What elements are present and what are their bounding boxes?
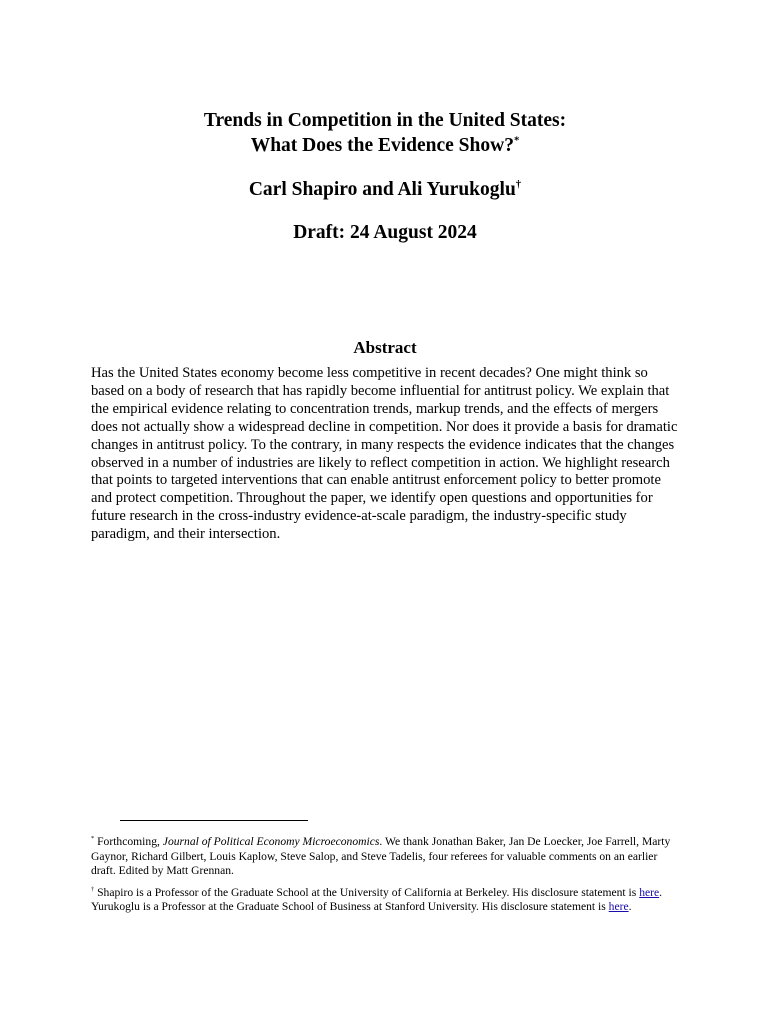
draft-date: Draft: 24 August 2024 bbox=[293, 222, 477, 243]
abstract-heading: Abstract bbox=[353, 338, 417, 357]
footnote-1 bbox=[91, 835, 681, 879]
title-footnote-mark: * bbox=[513, 134, 520, 147]
footnote-1-post: . We thank Jonathan Baker, Jan De Loecker, Joe Farrell, Marty Gaynor, Richard Gilbert, Louis Kaplow, Steve Salop, and Steve Tadelis, four referees for valuable comments on an earlier draft. Edited by Matt Grennan. bbox=[91, 835, 671, 878]
footnote-1-journal: Journal of Political Economy Microeconomics bbox=[162, 835, 380, 848]
title-line-1: Trends in Competition in the United States: bbox=[203, 110, 567, 131]
title-block bbox=[0, 108, 770, 244]
abstract-body: Has the United States economy become less competitive in recent decades? One might think so based on a body of research that has rapidly become influential for antitrust policy. We explain that the empirical evidence relating to concentration trends, markup trends, and the effects of mergers does not actually show a widespread decline in competition. Nor does it provide a basis for dramatic changes in antitrust policy. To the contrary, in many respects the evidence indicates that the changes observed in a number of industries are likely to reflect competition in action. We highlight research that points to targeted interventions that can enable antitrust enforcement policy to better promote and protect competition. Throughout the paper, we identify open questions and opportunities for future research in the cross-industry evidence-at-scale paradigm, the industry-specific study paradigm, and their intersection. bbox=[91, 365, 678, 543]
footnote-2-mark: † bbox=[91, 885, 95, 893]
title-line-2-text: What Does the Evidence Show? bbox=[250, 135, 514, 156]
footnotes bbox=[91, 835, 681, 922]
author-names: Carl Shapiro and Ali Yurukoglu bbox=[248, 179, 516, 200]
footnote-2-part2: . Yurukoglu is a Professor at the Graduate School of Business at Stanford University. His disclosure statement is bbox=[91, 885, 663, 914]
paper-title bbox=[0, 108, 770, 158]
yurukoglu-disclosure-link[interactable]: here bbox=[608, 900, 629, 914]
footnote-1-pre: Forthcoming, bbox=[94, 835, 163, 848]
footnote-rule bbox=[120, 820, 308, 821]
footnote-2 bbox=[91, 886, 681, 915]
footnote-2-part1: Shapiro is a Professor of the Graduate School at the University of California at Berkeley. His disclosure statement is bbox=[94, 885, 640, 899]
shapiro-disclosure-link[interactable]: here bbox=[639, 885, 660, 899]
footnote-2-part3: . bbox=[628, 900, 632, 914]
footnote-1-mark: * bbox=[91, 835, 95, 843]
author-footnote-mark: † bbox=[515, 178, 522, 191]
title-line-2 bbox=[0, 133, 770, 158]
authors bbox=[0, 179, 770, 201]
